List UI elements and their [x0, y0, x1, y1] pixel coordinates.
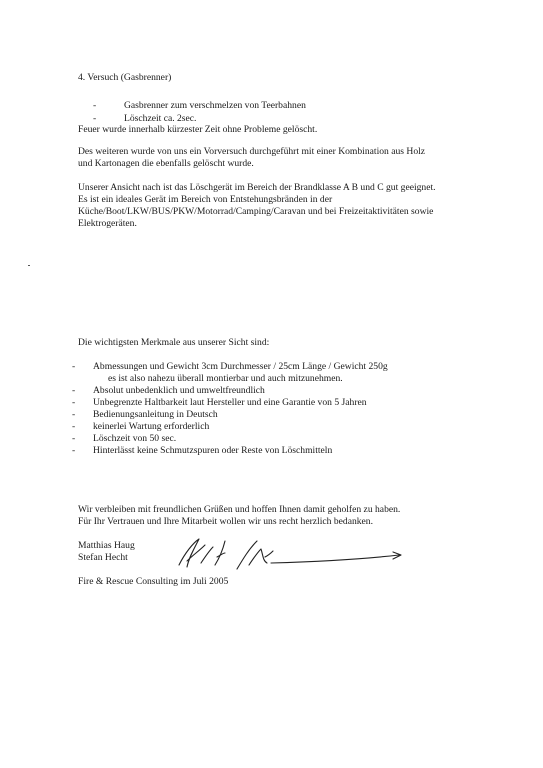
closing-line: Für Ihr Vertrauen und Ihre Mitarbeit wollen wir uns recht herzlich bedanken.: [78, 516, 373, 527]
bullet-dash: -: [72, 433, 76, 444]
opinion-line: Unserer Ansicht nach ist das Löschgerät im Bereich der Brandklasse A B und C gut geeignet.: [78, 182, 436, 193]
opinion-line: Elektrogeräten.: [78, 218, 137, 229]
section-heading: 4. Versuch (Gasbrenner): [78, 72, 172, 83]
opinion-line: Küche/Boot/LKW/BUS/PKW/Motorrad/Camping/Caravan und bei Freizeitaktivitäten sowie: [78, 206, 434, 217]
signatory-name: Matthias Haug: [78, 540, 135, 551]
test-result: Feuer wurde innerhalb kürzester Zeit ohne Probleme gelöscht.: [78, 124, 318, 135]
scan-speck: [28, 265, 30, 266]
test-item: Gasbrenner zum verschmelzen von Teerbahnen: [124, 100, 306, 111]
bullet-dash: -: [72, 421, 76, 432]
feature-item: Bedienungsanleitung in Deutsch: [93, 409, 218, 420]
company-footer: Fire & Rescue Consulting im Juli 2005: [78, 576, 229, 587]
feature-item: Absolut unbedenklich und umweltfreundlich: [93, 385, 265, 396]
closing-line: Wir verbleiben mit freundlichen Grüßen und hoffen Ihnen damit geholfen zu haben.: [78, 504, 401, 515]
test-item: Löschzeit ca. 2sec.: [124, 113, 197, 124]
bullet-dash: -: [72, 361, 76, 372]
opinion-line: Es ist ein ideales Gerät im Bereich von Entstehungsbränden in der: [78, 194, 333, 205]
bullet-dash: -: [93, 113, 97, 124]
bullet-dash: -: [72, 409, 76, 420]
pretest-line: Des weiteren wurde von uns ein Vorversuch durchgeführt mit einer Kombination aus Holz: [78, 146, 426, 157]
feature-item: Abmessungen und Gewicht 3cm Durchmesser / 25cm Länge / Gewicht 250g: [93, 361, 388, 372]
features-heading: Die wichtigsten Merkmale aus unserer Sicht sind:: [78, 337, 270, 348]
bullet-dash: -: [72, 397, 76, 408]
bullet-dash: -: [72, 385, 76, 396]
signatory-name: Stefan Hecht: [78, 552, 128, 563]
feature-item: Unbegrenzte Haltbarkeit laut Hersteller und eine Garantie von 5 Jahren: [93, 397, 367, 408]
bullet-dash: -: [93, 100, 97, 111]
handwritten-signature: [165, 535, 415, 575]
feature-item: Hinterlässt keine Schmutzspuren oder Reste von Löschmitteln: [93, 445, 333, 456]
feature-item: Löschzeit von 50 sec.: [93, 433, 177, 444]
feature-item-continuation: es ist also nahezu überall montierbar und auch mitzunehmen.: [108, 373, 343, 384]
bullet-dash: -: [72, 445, 76, 456]
pretest-line: und Kartonagen die ebenfalls gelöscht wurde.: [78, 158, 254, 169]
feature-item: keinerlei Wartung erforderlich: [93, 421, 210, 432]
